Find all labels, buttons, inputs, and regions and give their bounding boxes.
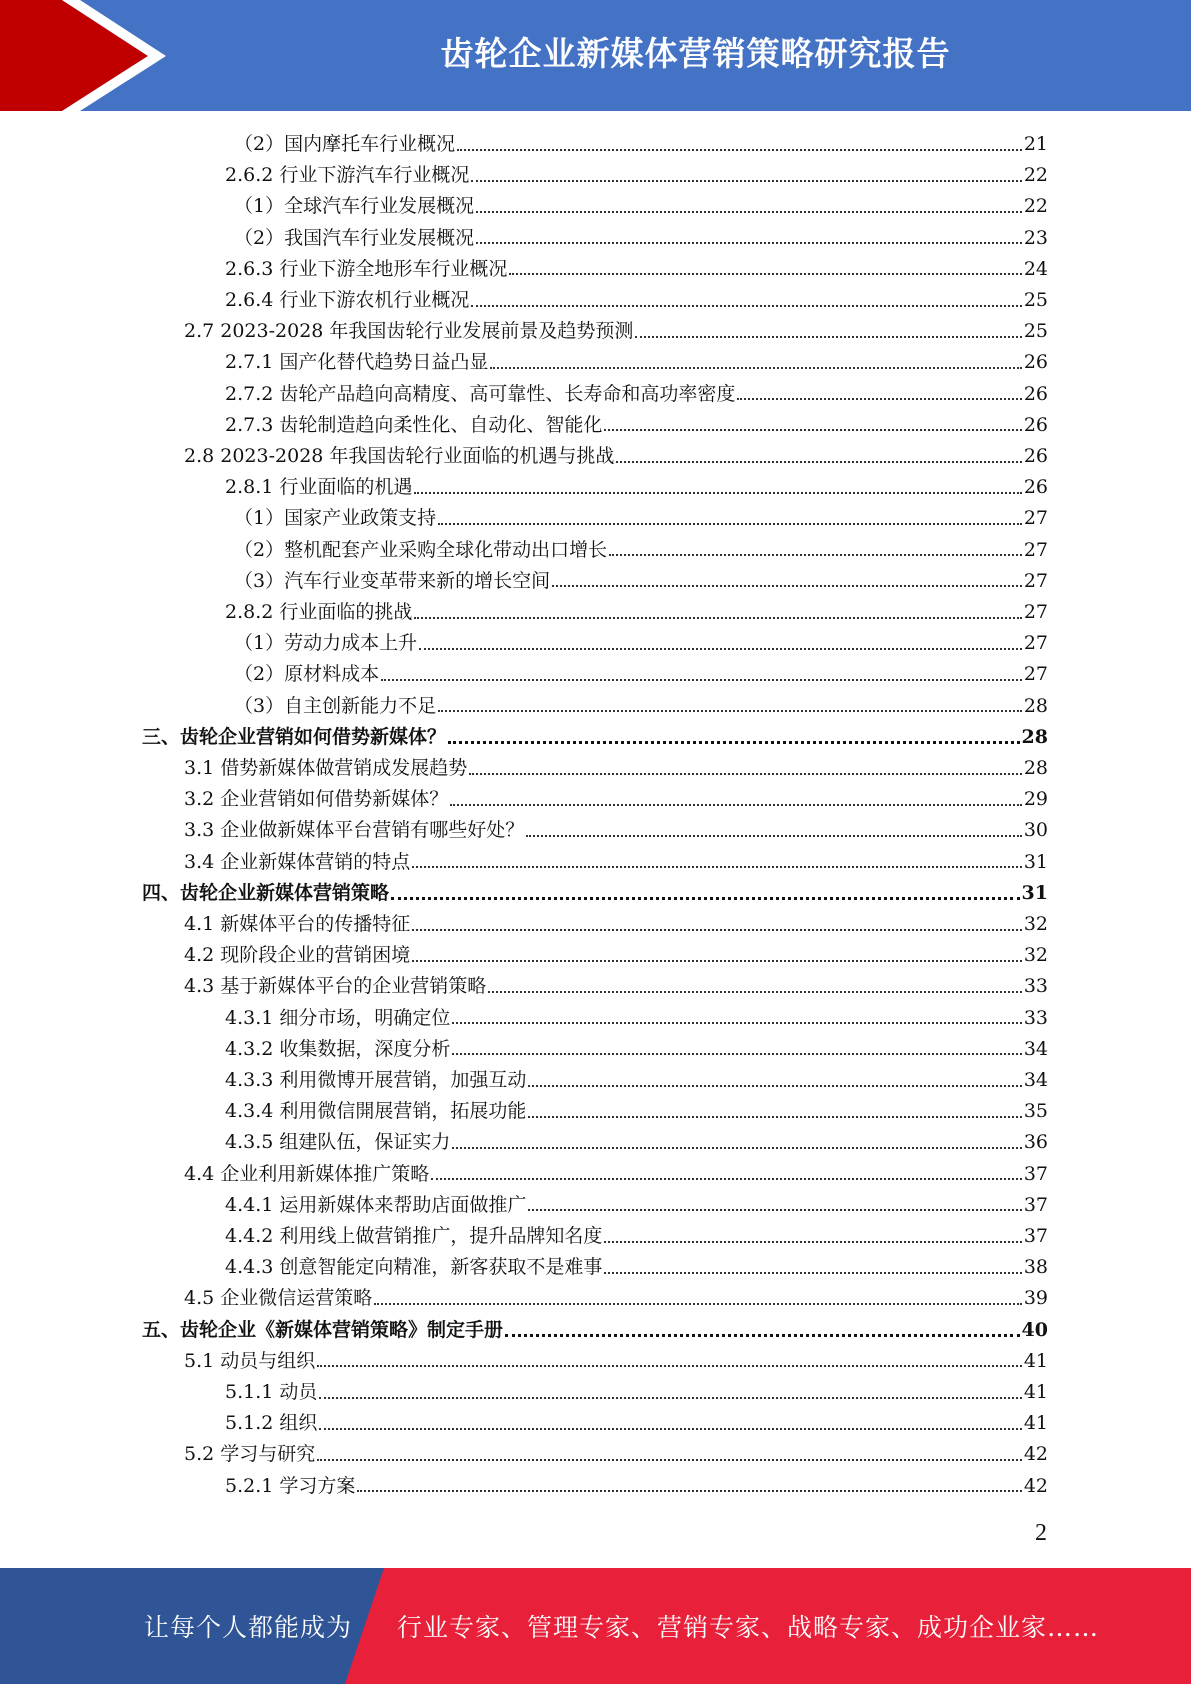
toc-entry-page: 32 [1023,944,1048,967]
toc-dot-leader [505,1334,1020,1337]
toc-entry-title: 三、齿轮企业营销如何借势新媒体？ [142,725,447,748]
toc-entry-title: 3.1 借势新媒体做营销成发展趋势 [184,757,468,779]
toc-dot-leader [381,679,1022,681]
toc-entry-page: 25 [1023,289,1048,311]
toc-entry-title: （2）整机配套产业采购全球化带动出口增长 [234,538,608,561]
toc-entry[interactable] [225,1190,1048,1221]
toc-entry-title: 5.1.2 组织 [225,1412,318,1435]
toc-entry-page: 33 [1023,1006,1048,1029]
toc-entry-page: 25 [1023,320,1048,343]
toc-entry-title: 4.4.1 运用新媒体来帮助店面做推广 [225,1193,527,1216]
toc-entry[interactable] [184,316,1048,347]
toc-dot-leader [438,523,1022,525]
toc-dot-leader [391,897,1020,900]
toc-entry-page: 34 [1023,1069,1048,1091]
toc-entry[interactable] [225,472,1048,503]
toc-entry[interactable] [184,971,1048,1002]
toc-entry[interactable] [142,1315,1048,1346]
toc-entry-page: 21 [1023,133,1048,155]
toc-dot-leader [412,929,1022,931]
toc-entry[interactable] [225,1127,1048,1158]
toc-entry[interactable] [184,847,1048,878]
toc-entry[interactable] [234,659,1048,690]
toc-entry-title: 4.3.1 细分市场，明确定位 [225,1006,451,1029]
page-number: 2 [1035,1520,1047,1546]
toc-dot-leader [452,1147,1021,1149]
toc-entry-page: 26 [1023,382,1048,405]
toc-entry-title: 2.6.3 行业下游全地形车行业概况 [225,257,508,280]
toc-dot-leader [528,1209,1021,1211]
toc-entry[interactable] [225,1377,1048,1408]
toc-dot-leader [471,305,1021,307]
toc-dot-leader [374,1303,1022,1305]
toc-entry-title: 3.4 企业新媒体营销的特点 [184,850,411,873]
toc-entry-page: 35 [1023,1100,1048,1123]
toc-entry-title: 2.8 2023-2028 年我国齿轮行业面临的机遇与挑战 [184,445,615,467]
toc-entry-page: 39 [1023,1287,1048,1310]
toc-entry[interactable] [234,129,1048,160]
toc-entry-page: 31 [1021,881,1048,904]
toc-entry-title: 4.3 基于新媒体平台的企业营销策略 [184,975,487,998]
toc-entry[interactable] [184,940,1048,971]
toc-dot-leader [419,648,1022,650]
toc-dot-leader [450,804,1022,806]
toc-dot-leader [414,492,1021,494]
toc-entry[interactable] [225,1252,1048,1283]
toc-entry-page: 42 [1023,1474,1048,1497]
toc-entry-page: 26 [1023,445,1048,467]
toc-dot-leader [412,866,1022,868]
toc-entry[interactable] [225,1003,1048,1034]
toc-entry-page: 42 [1023,1443,1048,1466]
toc-dot-leader [319,1428,1021,1430]
toc-entry-title: 5.2.1 学习方案 [225,1474,356,1497]
toc-dot-leader [488,991,1022,993]
toc-entry-title: （3）自主创新能力不足 [234,694,437,717]
footer-slogan-left: 让每个人都能成为 [144,1613,353,1642]
toc-entry[interactable] [184,815,1048,846]
toc-dot-leader [317,1365,1022,1367]
toc-entry[interactable] [234,691,1048,722]
toc-dot-leader [452,1022,1021,1024]
toc-entry[interactable] [184,1283,1048,1314]
toc-dot-leader [635,336,1021,338]
toc-entry-title: 2.6.4 行业下游农机行业概况 [225,289,470,311]
toc-entry[interactable] [234,503,1048,534]
toc-entry-page: 26 [1023,476,1048,499]
toc-entry-title: （1）劳动力成本上升 [234,632,418,655]
toc-entry[interactable] [184,1439,1048,1470]
toc-dot-leader [431,1178,1022,1180]
toc-entry-page: 30 [1023,819,1048,842]
toc-entry[interactable] [184,909,1048,940]
toc-dot-leader [526,835,1022,837]
toc-entry[interactable] [225,597,1048,628]
toc-entry-title: 五、齿轮企业《新媒体营销策略》制定手册 [142,1318,504,1341]
toc-dot-leader [438,710,1022,712]
toc-entry-title: 4.3.4 利用微信開展营销，拓展功能 [225,1100,527,1123]
toc-dot-leader [469,773,1022,775]
toc-entry-title: 4.3.5 组建队伍，保证实力 [225,1131,451,1154]
toc-entry[interactable] [142,722,1048,753]
toc-entry-title: （2）我国汽车行业发展概况 [234,226,475,249]
toc-dot-leader [528,1085,1021,1087]
toc-entry[interactable] [225,1221,1048,1252]
toc-entry-title: 4.4 企业利用新媒体推广策略 [184,1162,430,1185]
toc-entry[interactable] [225,285,1048,316]
toc-entry-page: 24 [1023,257,1048,280]
toc-entry-title: 4.4.2 利用线上做营销推广，提升品牌知名度 [225,1225,603,1247]
toc-dot-leader [357,1490,1021,1492]
toc-dot-leader [412,960,1022,962]
toc-entry[interactable] [225,1065,1048,1096]
toc-entry-page: 29 [1023,788,1048,811]
page-footer [0,1568,1191,1684]
toc-entry[interactable] [234,191,1048,222]
toc-entry-page: 27 [1023,538,1048,561]
toc-dot-leader [604,1241,1021,1243]
toc-entry-page: 32 [1023,913,1048,935]
toc-entry-title: （2）原材料成本 [234,663,380,686]
toc-entry-title: （1）国家产业政策支持 [234,507,437,530]
toc-entry-page: 33 [1023,975,1048,998]
toc-entry-title: 5.1 动员与组织 [184,1349,316,1372]
toc-entry-title: （1）全球汽车行业发展概况 [234,195,475,218]
toc-entry-page: 26 [1023,413,1048,436]
page-header [0,0,1191,111]
footer-slogan-right: 行业专家、管理专家、营销专家、战略专家、成功企业家…… [397,1613,1100,1642]
toc-entry-title: 2.7 2023-2028 年我国齿轮行业发展前景及趋势预测 [184,320,634,343]
toc-dot-leader [509,273,1021,275]
toc-entry-title: 2.8.2 行业面临的挑战 [225,601,413,623]
toc-dot-leader [319,1397,1021,1399]
toc-entry-page: 41 [1023,1381,1048,1403]
toc-entry-title: 3.2 企业营销如何借势新媒体？ [184,788,449,811]
toc-entry-title: 5.2 学习与研究 [184,1443,316,1466]
toc-entry-title: 2.6.2 行业下游汽车行业概况 [225,164,470,187]
toc-entry-page: 22 [1023,195,1048,218]
toc-entry-title: 5.1.1 动员 [225,1381,318,1403]
toc-entry-page: 41 [1023,1412,1048,1435]
toc-entry[interactable] [234,566,1048,597]
toc-dot-leader [317,1459,1022,1461]
toc-entry-title: 4.2 现阶段企业的营销困境 [184,944,411,967]
toc-entry-title: （3）汽车行业变革带来新的增长空间 [234,569,551,592]
toc-entry-title: 2.7.1 国产化替代趋势日益凸显 [225,351,489,374]
toc-entry-page: 28 [1023,694,1048,717]
toc-entry-title: 4.3.3 利用微博开展营销，加强互动 [225,1069,527,1091]
toc-entry[interactable] [184,1346,1048,1377]
toc-entry[interactable] [184,784,1048,815]
toc-entry[interactable] [184,753,1048,784]
toc-dot-leader [448,741,1020,744]
toc-entry-title: 2.7.3 齿轮制造趋向柔性化、自动化、智能化 [225,413,603,436]
toc-entry-title: 2.8.1 行业面临的机遇 [225,476,413,499]
toc-entry-page: 41 [1023,1349,1048,1372]
toc-entry-page: 23 [1023,226,1048,249]
toc-entry-title: 2.7.2 齿轮产品趋向高精度、高可靠性、长寿命和高功率密度 [225,382,736,405]
toc-entry[interactable] [225,254,1048,285]
toc-entry-page: 27 [1023,663,1048,686]
toc-entry[interactable] [184,441,1048,472]
toc-dot-leader [604,429,1021,431]
toc-entry-page: 27 [1023,569,1048,592]
toc-entry-page: 34 [1023,1037,1048,1060]
toc-entry[interactable] [234,628,1048,659]
toc-dot-leader [476,242,1022,244]
toc-entry-page: 37 [1023,1225,1048,1247]
toc-entry-title: 4.4.3 创意智能定向精准，新客获取不是难事 [225,1256,603,1279]
toc-entry-page: 26 [1023,351,1048,374]
toc-entry-page: 36 [1023,1131,1048,1154]
toc-entry[interactable] [225,1034,1048,1065]
toc-entry[interactable] [225,347,1048,378]
toc-dot-leader [490,367,1021,369]
toc-entry[interactable] [184,1159,1048,1190]
toc-entry-page: 28 [1023,757,1048,779]
toc-entry-title: 3.3 企业做新媒体平台营销有哪些好处？ [184,819,525,842]
toc-entry-title: （2）国内摩托车行业概况 [234,133,456,155]
toc-entry-title: 4.5 企业微信运营策略 [184,1287,373,1310]
toc-dot-leader [616,461,1021,463]
toc-entry[interactable] [225,410,1048,441]
report-title: 齿轮企业新媒体营销策略研究报告 [440,34,951,73]
toc-entry-page: 27 [1023,632,1048,655]
toc-entry-page: 22 [1023,164,1048,187]
toc-dot-leader [604,1272,1021,1274]
toc-entry-page: 40 [1021,1318,1048,1341]
toc-dot-leader [552,585,1022,587]
toc-entry[interactable] [234,535,1048,566]
toc-entry[interactable] [225,160,1048,191]
toc-dot-leader [528,1116,1021,1118]
toc-dot-leader [609,554,1022,556]
toc-entry[interactable] [225,1408,1048,1439]
toc-entry[interactable] [142,878,1048,909]
toc-entry-page: 37 [1023,1193,1048,1216]
toc-dot-leader [457,149,1022,151]
toc-entry-title: 4.3.2 收集数据，深度分析 [225,1037,451,1060]
toc-entry-page: 31 [1023,850,1048,873]
toc-entry[interactable] [225,379,1048,410]
toc-entry-title: 4.1 新媒体平台的传播特征 [184,913,411,935]
toc-entry-page: 27 [1023,507,1048,530]
toc-entry-title: 四、齿轮企业新媒体营销策略 [142,881,390,904]
toc-entry[interactable] [225,1471,1048,1502]
toc-entry-page: 38 [1023,1256,1048,1279]
toc-dot-leader [737,398,1021,400]
toc-dot-leader [452,1053,1021,1055]
toc-entry[interactable] [234,223,1048,254]
toc-dot-leader [471,180,1021,182]
toc-entry-page: 37 [1023,1162,1048,1185]
toc-dot-leader [476,211,1022,213]
toc-entry[interactable] [225,1096,1048,1127]
toc-entry-page: 28 [1021,725,1048,748]
toc-entry-page: 27 [1023,601,1048,623]
toc-dot-leader [414,617,1021,619]
